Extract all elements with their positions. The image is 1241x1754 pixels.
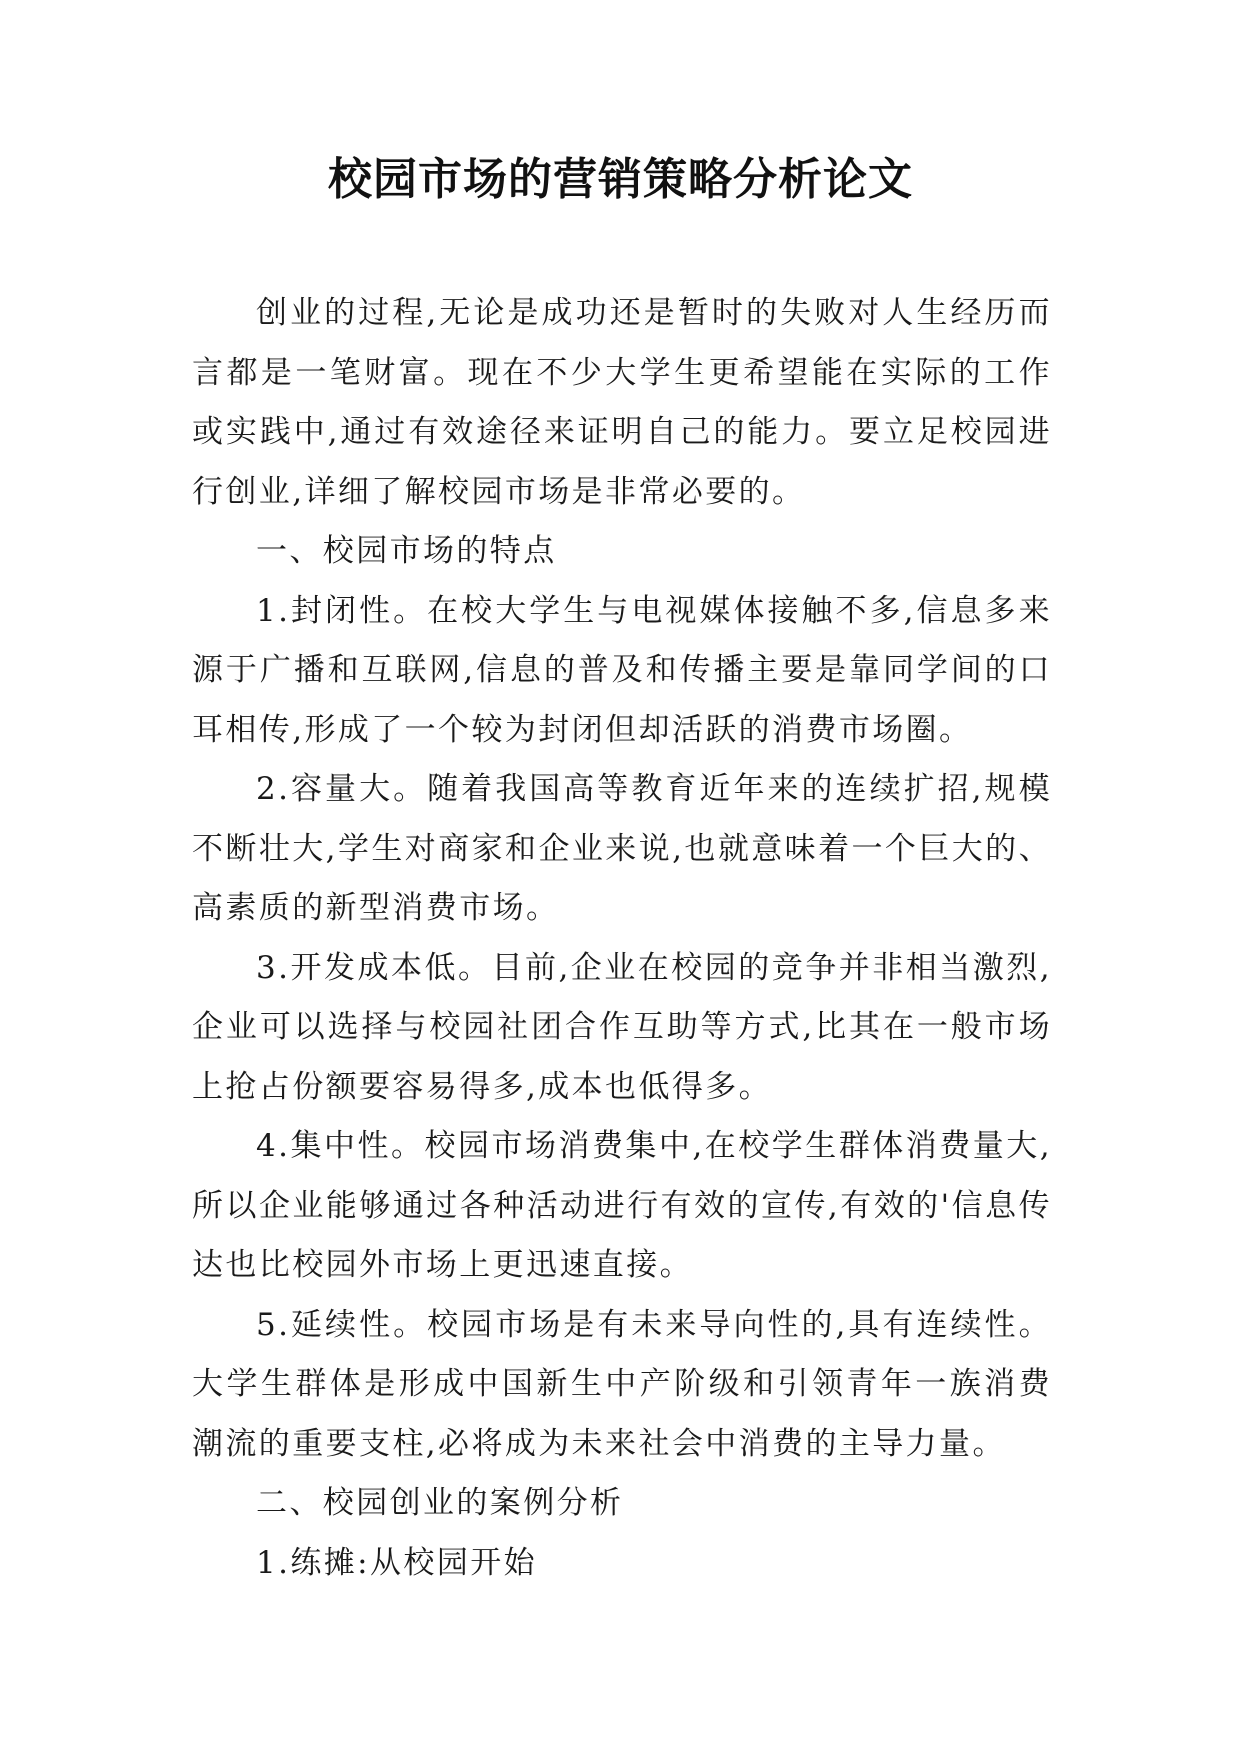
- intro-paragraph: 创业的过程,无论是成功还是暂时的失败对人生经历而言都是一笔财富。现在不少大学生更希望能在实际的工作或实践中,通过有效途径来证明自己的能力。要立足校园进行创业,详细了解校园市场是非常必要的。: [192, 295, 1052, 510]
- point-paragraph-4: 4.集中性。校园市场消费集中,在校学生群体消费量大,所以企业能够通过各种活动进行有效的宣传,有效的'信息传达也比校园外市场上更迅速直接。: [192, 1128, 1052, 1283]
- document-body: [192, 284, 1052, 1593]
- subsection-heading-1: 1.练摊:从校园开始: [256, 1544, 538, 1581]
- section-heading-1: 一、校园市场的特点: [256, 533, 557, 569]
- section-heading-2: 二、校园创业的案例分析: [256, 1485, 624, 1521]
- document-title: 校园市场的营销策略分析论文: [328, 154, 913, 205]
- point-paragraph-1: 1.封闭性。在校大学生与电视媒体接触不多,信息多来源于广播和互联网,信息的普及和传播主要是靠同学间的口耳相传,形成了一个较为封闭但却活跃的消费市场圈。: [192, 592, 1052, 748]
- point-paragraph-2: 2.容量大。随着我国高等教育近年来的连续扩招,规模不断壮大,学生对商家和企业来说,也就意味着一个巨大的、高素质的新型消费市场。: [192, 771, 1052, 926]
- point-paragraph-5: 5.延续性。校园市场是有未来导向性的,具有连续性。大学生群体是形成中国新生中产阶级和引领青年一族消费潮流的重要支柱,必将成为未来社会中消费的主导力量。: [192, 1306, 1052, 1462]
- point-paragraph-3: 3.开发成本低。目前,企业在校园的竞争并非相当激烈,企业可以选择与校园社团合作互助等方式,比其在一般市场上抢占份额要容易得多,成本也低得多。: [192, 949, 1052, 1105]
